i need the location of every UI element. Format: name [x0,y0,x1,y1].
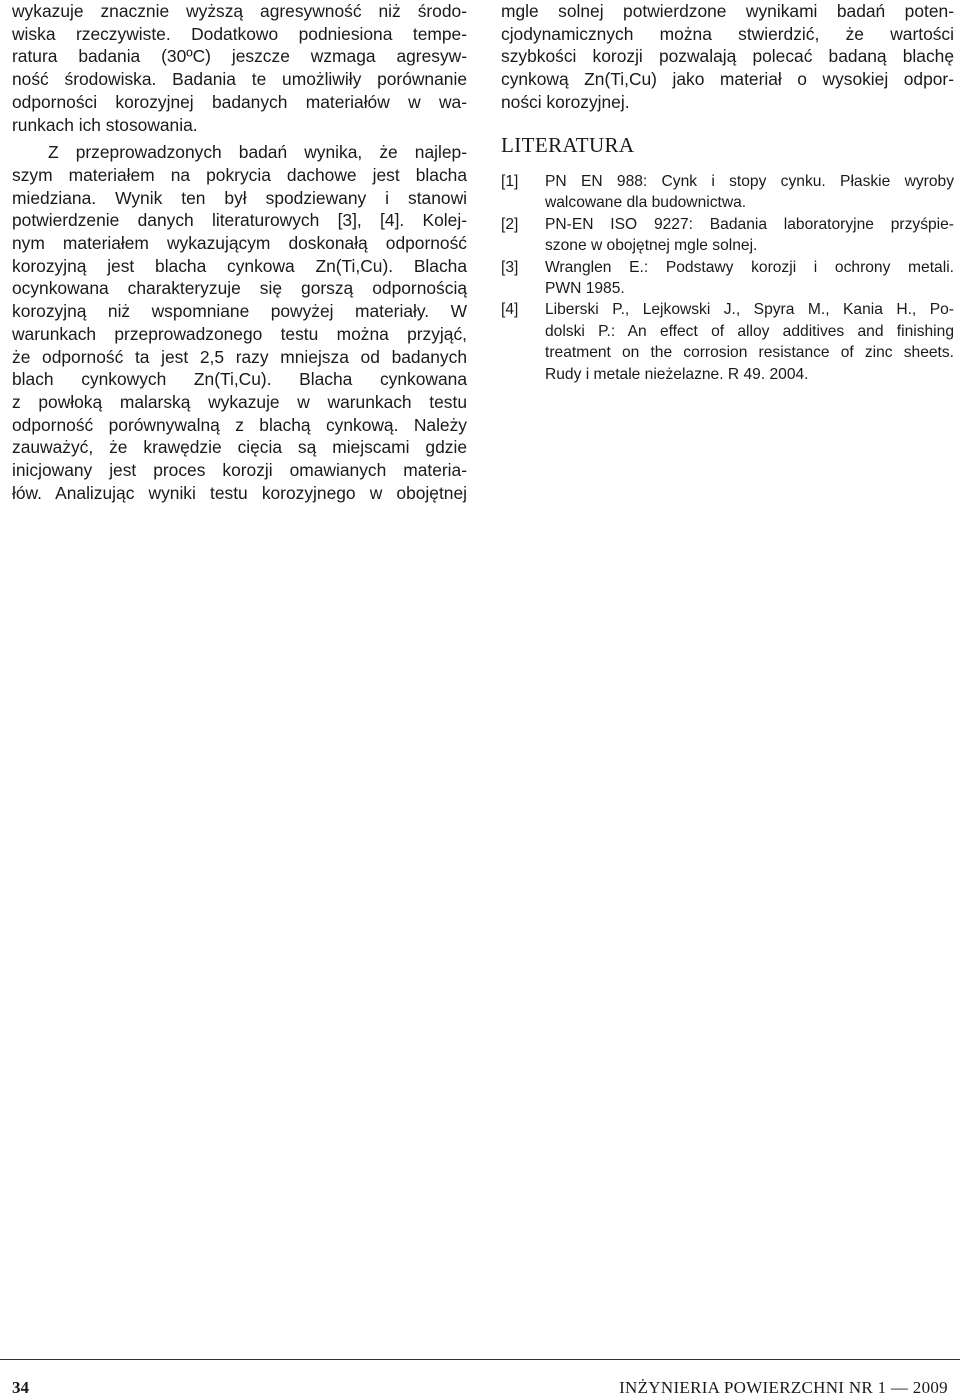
text-line: odporności korozyjnej badanych materiałów w wa- [12,91,467,112]
text-line: Rudy i metale nieżelazne. R 49. 2004. [545,365,809,383]
journal-name: INŻYNIERIA POWIERZCHNI NR 1 — 2009 [619,1378,948,1397]
reference-number: [1] [501,173,519,190]
reference-number: [2] [501,215,519,233]
text-line: blach cynkowych Zn(Ti,Cu). Blacha cynkowana [12,369,467,390]
reference-text [545,299,954,385]
paragraph-3 [501,0,954,114]
text-line: PN EN 988: Cynk i stopy cynku. Płaskie wyroby [545,173,954,190]
text-line: potwierdzenie danych literaturowych [3], [4]. Kolej- [12,210,467,231]
footer-divider [0,1359,960,1360]
left-column [12,0,467,504]
text-line: odporność porównywalną z blachą cynkową. Należy [12,414,467,435]
text-line: dolski P.: An effect of alloy additives and finishing [545,322,954,340]
reference-item [501,171,954,214]
text-line: treatment on the corrosion resistance of zinc sheets. [545,344,954,362]
text-line: walcowane dla budownictwa. [545,194,747,212]
text-line: ności korozyjnej. [501,91,630,112]
references-heading: LITERATURA [501,133,635,157]
text-line: cynkową Zn(Ti,Cu) jako materiał o wysokiej odpor- [501,69,954,90]
reference-number: [4] [501,301,519,319]
text-line: korozyjną niż wspomniane powyżej materiały. W [12,301,467,322]
text-line: miedziana. Wynik ten był spodziewany i stanowi [12,187,467,208]
reference-text [545,257,954,300]
references-list [501,171,954,385]
right-column [501,0,954,114]
reference-item [501,257,954,300]
text-line: Z przeprowadzonych badań wynika, że najlep- [48,142,467,163]
text-line: ocynkowana charakteryzuje się gorszą odpornością [12,278,467,299]
text-line: ność środowiska. Badania te umożliwiły porównanie [12,69,467,90]
text-line: inicjowany jest proces korozji omawianych materia- [12,460,467,481]
paragraph-1 [12,0,467,136]
text-line: nym materiałem wykazującym doskonałą odporność [12,233,467,254]
text-line: łów. Analizując wyniki testu korozyjnego w obojętnej [12,482,467,503]
text-line: korozyjną jest blacha cynkowa Zn(Ti,Cu). Blacha [12,255,467,276]
page-number: 34 [12,1378,29,1397]
text-line: Wranglen E.: Podstawy korozji i ochrony metali. [545,258,954,276]
text-line: wykazuje znacznie wyższą agresywność niż środo- [12,1,467,21]
text-line: zauważyć, że krawędzie cięcia są miejscami gdzie [12,437,467,458]
reference-text [545,214,954,257]
text-line: Liberski P., Lejkowski J., Spyra M., Kania H., Po- [545,301,954,319]
text-line: PWN 1985. [545,280,625,298]
text-line: runkach ich stosowania. [12,114,198,135]
text-line: z powłoką malarską wykazuje w warunkach testu [12,391,467,412]
text-line: PN-EN ISO 9227: Badania laboratoryjne przyśpie- [545,215,954,233]
text-line: szybkości korozji pozwalają polecać badaną blachę [501,46,954,67]
paragraph-2 [12,141,467,504]
reference-item [501,299,954,385]
reference-text [545,171,954,214]
text-line: cjodynamicznych można stwierdzić, że wartości [501,23,954,44]
reference-number: [3] [501,258,519,276]
text-line: mgle solnej potwierdzone wynikami badań poten- [501,1,954,21]
text-line: ratura badania (30ºC) jeszcze wzmaga agresyw- [12,46,467,67]
text-line: szym materiałem na pokrycia dachowe jest blacha [12,164,467,185]
text-line: wiska rzeczywiste. Dodatkowo podniesiona tempe- [12,23,467,44]
text-line: warunkach przeprowadzonego testu można przyjąć, [12,323,467,344]
text-line: że odporność ta jest 2,5 razy mniejsza od badanych [12,346,467,367]
reference-item [501,214,954,257]
text-line: szone w obojętnej mgle solnej. [545,237,758,255]
